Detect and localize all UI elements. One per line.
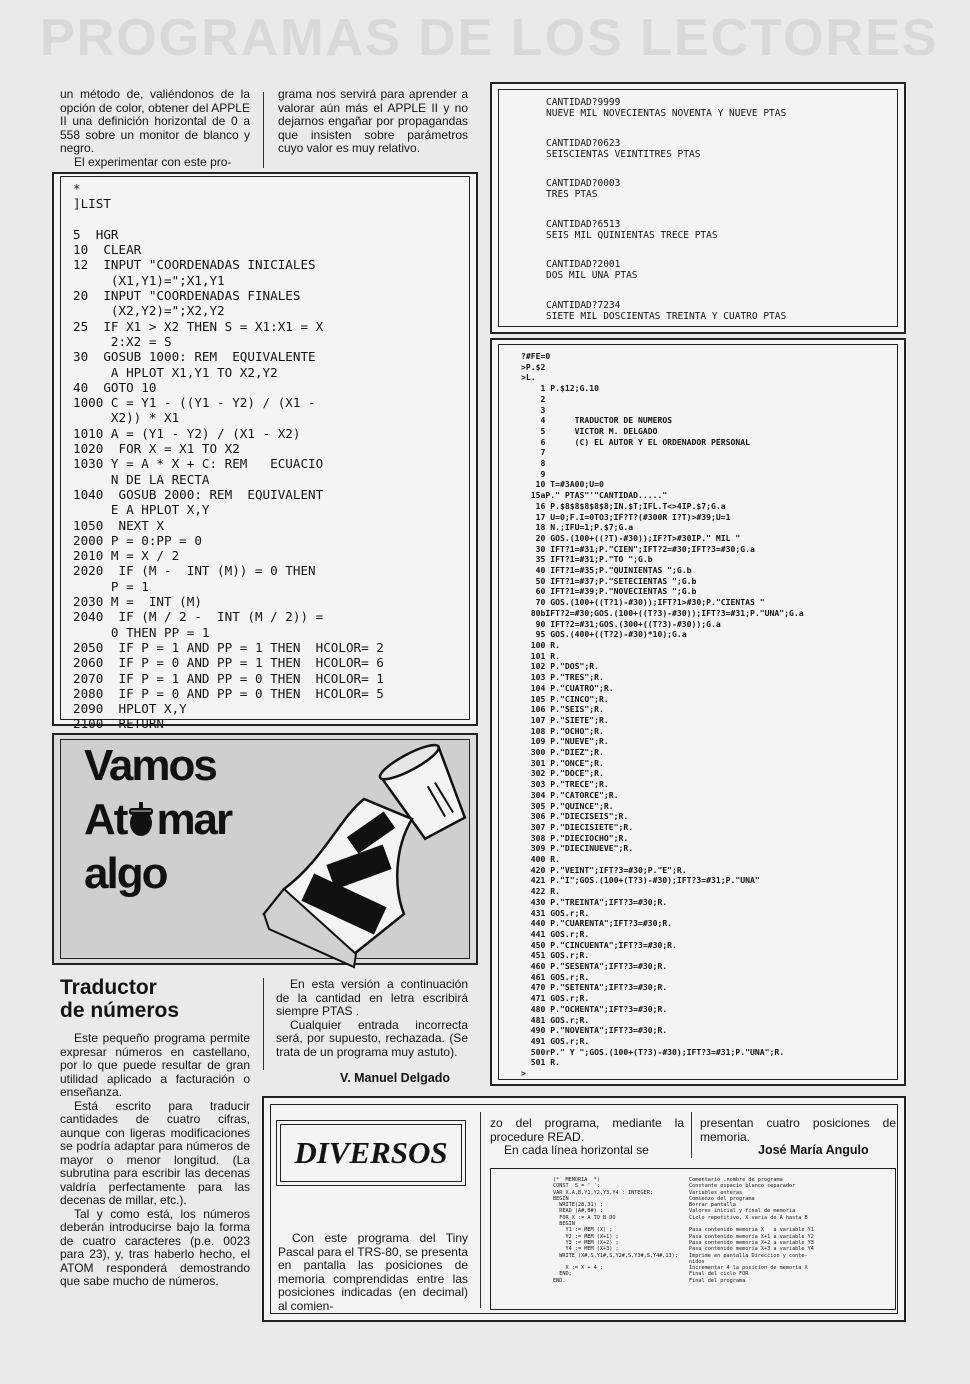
diversos-title: DIVERSOS	[294, 1135, 448, 1170]
diversos-col-3	[700, 1117, 896, 1144]
diversos-badge	[276, 1120, 466, 1186]
pascal-listing-box	[490, 1168, 896, 1310]
pascal-comments: Comentario ,nombre de programa Constante espacio blanco separador Variables enteras Comienzo del programa Borrar pantalla Valores inicial y final de memoria Ciclo repetitivo, X varia de A hasta B Pasa contenido memoria X a variable Y1 Pasa contenido memoria X+1 a variable Y2 Pasa contenido memoria X+2 a variable Y3 Pasa contenido memoria X+3 a variable Y4 Imprime en pantalla Direccion y conte- nidos Incrementar 4 la posicion de memoria X Final del ciclo FOR Final del programa	[689, 1177, 814, 1284]
ad-line-2a: At	[84, 795, 127, 844]
traductor-author: V. Manuel Delgado	[340, 1071, 450, 1085]
atom-listing: ?#FE=0 >P.$2 >L. 1 P.$12;G.10 2 3 4 TRADUCTOR DE NUMEROS 5 VICTOR M. DELGADO 6 (C) EL AUTOR Y EL ORDENADOR PERSONAL 7 8 9 10 T=#3A00;U=0 15aP." PTAS"'"CANTIDAD....." 16 P.$8$8$8$8$8;IN.$T;IFL.T<>4IP.$7;G.a 17 U=0;F.I=0TO3;IF?T?(#300R I?T)>#39;U=1 18 N.;IFU=1;P.$7;G.a 20 GOS.(100+((?T)-#30));IF?T>#30IP." MIL " 30 IFT?1=#31;P."CIEN";IFT?2=#30;IFT?3=#30;G.a 35 IFT?1=#31;P."TO ";G.b 40 IFT?1=#35;P."QUINIENTAS ";G.b 50 IFT?1=#37;P."SETECIENTAS ";G.b 60 IFT?1=#39;P."NOVECIENTAS ";G.b 70 GOS.(100+((T?1)-#30));IFT?1>#30;P."CIENTAS " 80bIFT?2=#30;GOS.(100+((T?3)-#30));IFT?3=#31;P."UNA";G.a 90 IFT?2=#31;GOS.(300+((T?3)-#30));G.a 95 GOS.(400+((T?2)-#30)*10);G.a 100 R. 101 R. 102 P."DOS";R. 103 P."TRES";R. 104 P."CUATRO";R. 105 P."CINCO";R. 106 P."SEIS";R. 107 P."SIETE";R. 108 P."OCHO";R. 109 P."NUEVE";R. 300 P."DIEZ";R. 301 P."ONCE";R. 302 P."DOCE";R. 303 P."TRECE";R. 304 P."CATORCE";R. 305 P."QUINCE";R. 306 P."DIECISEIS";R. 307 P."DIECISIETE";R. 308 P."DIECIOCHO";R. 309 P."DIECINUEVE";R. 400 R. 420 P."VEINT";IFT?3=#30;P."E";R. 421 P."I";GOS.(100+(T?3)-#30);IFT?3=#31;P."UNA" 422 R. 430 P."TREINTA";IFT?3=#30;R. 431 GOS.r;R. 440 P."CUARENTA";IFT?3=#30;R. 441 GOS.r;R. 450 P."CINCUENTA";IFT?3=#30;R. 451 GOS.r;R. 460 P."SESENTA";IFT?3=#30;R. 461 GOS.r;R. 470 P."SETENTA";IFT?3=#30;R. 471 GOS.r;R. 480 P."OCHENTA";IFT?3=#30;R. 481 GOS.r;R. 490 P."NOVENTA";IFT?3=#30;R. 491 GOS.r;R. 500rP." Y ";GOS.(100+(T?3)-#30);IFT?3=#31;P."UNA";R. 501 R. >	[521, 351, 804, 1079]
intro-text-2: grama nos servirá para aprender a valorar aún más el APPLE II y no dejarnos engañar por propagandas que insisten sobre parámetros cuyo valor es muy relativo.	[278, 87, 468, 155]
ad-line-2b: mar	[156, 795, 232, 844]
intro-col-2	[278, 88, 468, 156]
output-answer: DOS MIL UNA PTAS	[546, 270, 638, 281]
traductor-p4: En esta versión a continuación de la cantidad en letra escribirá siempre PTAS .	[276, 977, 468, 1018]
output-query: CANTIDAD?9999	[546, 97, 621, 108]
ad-box	[52, 733, 478, 965]
header-watermark: PROGRAMAS DE LOS LECTORES	[40, 9, 939, 67]
diversos-p4: presentan cuatro posiciones de memoria.	[700, 1116, 896, 1144]
output-query: CANTIDAD?2001	[546, 259, 621, 270]
output-query: CANTIDAD?0623	[546, 137, 621, 149]
traductor-title-2: de números	[60, 999, 180, 1022]
ad-line-2	[84, 797, 231, 843]
intro-text-1b: El experimentar con este pro-	[74, 154, 232, 169]
acorn-icon	[126, 800, 156, 838]
traductor-col-2	[276, 978, 468, 1059]
output-query: CANTIDAD?7234	[546, 299, 621, 311]
output-answer: SEISCIENTAS VEINTITRES PTAS	[546, 148, 701, 160]
output-query: CANTIDAD?0003	[546, 178, 621, 189]
diversos-p1: Con este programa del Tiny Pascal para el TRS-80, se presenta en pantalla las posiciones de memoria comprendidas entre las posiciones indicadas (en decimal) al comien-	[278, 1231, 468, 1313]
traductor-p1: Este pequeño programa permite expresar números en castellano, por lo que puede resultar de gran utilidad aplicado a facturación o enseñanza.	[60, 1031, 250, 1099]
traductor-p3: Tal y como está, los números deberán introducirse bajo la forma de cuatro caracteres (p.e. 0023 para 23), y, tras haberlo hecho, el ATOM responderá demostrando que sabe mucho de números.	[60, 1206, 250, 1288]
apple-listing: * ]LIST 5 HGR 10 CLEAR 12 INPUT "COORDENADAS INICIALES (X1,Y1)=";X1,Y1 20 INPUT "COORDENADAS FINALES (X2,Y2)=";X2,Y2 25 IF X1 > X2 THEN S = X1:X1 = X 2:X2 = S 30 GOSUB 1000: REM EQUIVALENTE A HPLOT X1,Y1 TO X2,Y2 40 GOTO 10 1000 C = Y1 - ((Y1 - Y2) / (X1 - X2)) * X1 1010 A = (Y1 - Y2) / (X1 - X2) 1020 FOR X = X1 TO X2 1030 Y = A * X + C: REM ECUACIO N DE LA RECTA 1040 GOSUB 2000: REM EQUIVALENT E A HPLOT X,Y 1050 NEXT X 2000 P = 0:PP = 0 2010 M = X / 2 2020 IF (M - INT (M)) = 0 THEN P = 1 2030 M = INT (M) 2040 IF (M / 2 - INT (M / 2)) = 0 THEN PP = 1 2050 IF P = 1 AND PP = 1 THEN HCOLOR= 2 2060 IF P = 0 AND PP = 1 THEN HCOLOR= 6 2070 IF P = 1 AND PP = 0 THEN HCOLOR= 1 2080 IF P = 0 AND PP = 0 THEN HCOLOR= 5 2090 HPLOT X,Y 2100 RETURN	[73, 181, 384, 732]
traductor-title	[60, 976, 179, 1022]
ad-line-3: algo	[84, 849, 167, 898]
output-answer: TRES PTAS	[546, 189, 598, 200]
output-query: CANTIDAD?6513	[546, 218, 621, 230]
intro-divider	[263, 92, 264, 168]
diversos-badge-inner	[280, 1124, 462, 1182]
diversos-divider-1	[480, 1112, 481, 1308]
output-answer: SEIS MIL QUINIENTAS TRECE PTAS	[546, 229, 718, 241]
diversos-col-1	[278, 1232, 468, 1313]
intro-text-1: un método de, valiéndonos de la opción de color, obtener del APPLE II una definición horizontal de 0 a 558 sobre un monitor de blanco y negro.	[60, 87, 250, 155]
diversos-divider-2	[691, 1112, 692, 1158]
output-sample-inner	[498, 89, 898, 327]
output-answer: NUEVE MIL NOVECIENTAS NOVENTA Y NUEVE PTAS	[546, 108, 787, 119]
traductor-title-1: Traductor	[60, 976, 157, 999]
output-sample-box	[490, 82, 906, 334]
keyboard-glass-illustration	[244, 739, 474, 959]
apple-listing-box	[52, 172, 478, 732]
traductor-p5: Cualquier entrada incorrecta será, por supuesto, rechazada. (Se trata de un programa muy astuto).	[276, 1017, 468, 1059]
ad-line-1: Vamos	[84, 741, 216, 790]
diversos-col-2	[490, 1117, 684, 1158]
intro-col-1	[60, 88, 250, 169]
atom-listing-inner	[498, 344, 898, 1080]
atom-listing-box	[490, 338, 906, 1086]
traductor-p2: Está escrito para traducir cantidades de cuatro cifras, aunque con ligeras modificaciones se podría adaptar para números de mayor o menor longitud. (La subrutina para escribir las decenas valdría perfectamente para las decenas de millar, etc.).	[60, 1098, 250, 1207]
pascal-code: (* MEMORIA *) CONST S = ' '; VAR X,A,B,Y1,Y2,Y3,Y4 : INTEGER; BEGIN WRITE(28,31) ; READ (A#,B#) ; FOR X := A TO B DO BEGIN Y1 := MEM (X) ; Y2 := MEM (X+1) ; Y3 := MEM (X+2) ; Y4 := MEM (X+3) ; WRITE (X#,S,Y1#,S,Y2#,S,Y3#,S,Y4#,13); X := X + 4 ; END; END.	[553, 1177, 678, 1284]
diversos-p3: En cada línea horizontal se	[504, 1143, 649, 1157]
output-answer: SIETE MIL DOSCIENTAS TREINTA Y CUATRO PTAS	[546, 310, 787, 322]
traductor-divider	[263, 978, 264, 1070]
diversos-p2: zo del programa, mediante la procedure READ.	[490, 1116, 684, 1144]
diversos-author: José María Angulo	[758, 1143, 869, 1157]
traductor-col-1	[60, 1032, 250, 1289]
apple-listing-inner	[60, 176, 470, 732]
